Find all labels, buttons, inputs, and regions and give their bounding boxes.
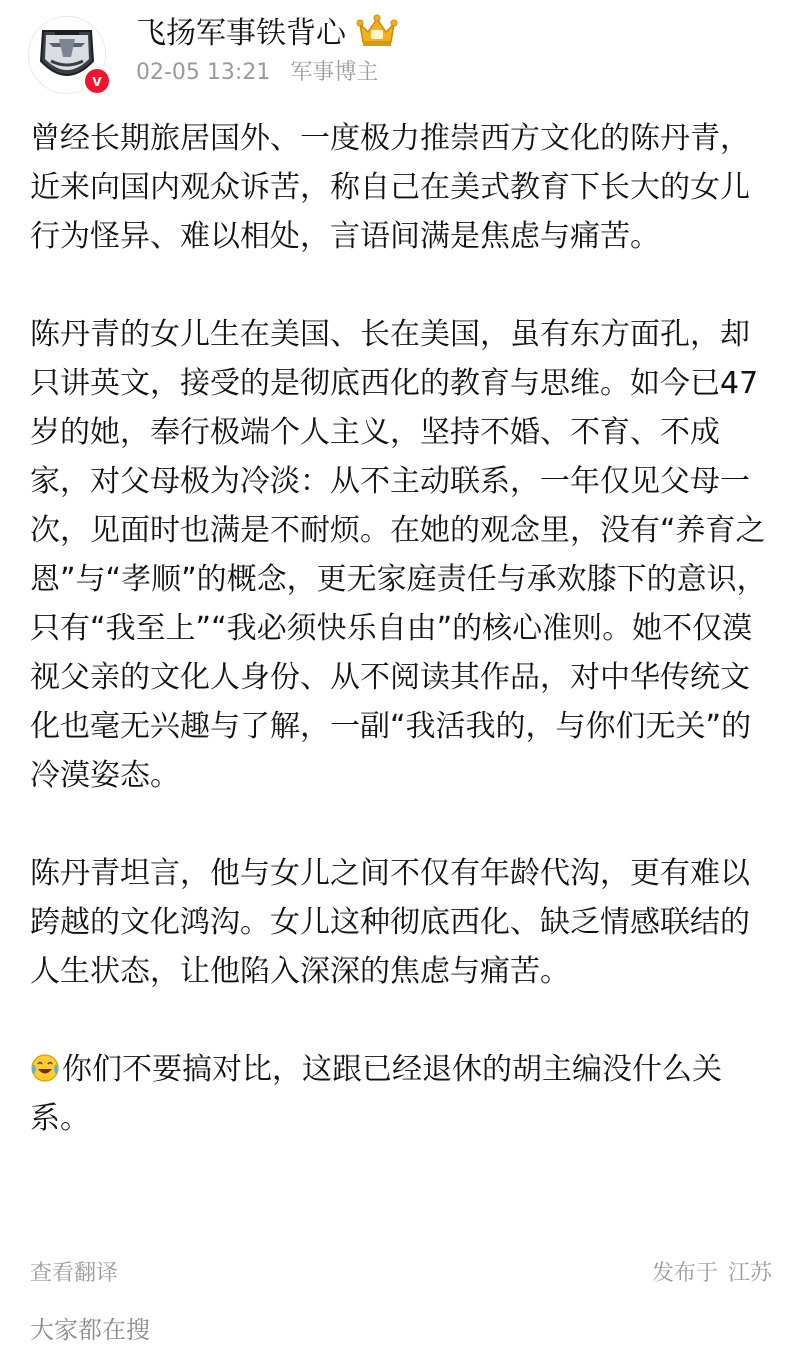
translate-button[interactable]: 查看翻译 <box>30 1261 119 1286</box>
location-prefix: 发布于 <box>651 1261 718 1286</box>
post-timestamp: 02-05 13:21 <box>136 60 271 85</box>
post-location <box>652 1256 772 1292</box>
post-paragraph: 曾经长期旅居国外、一度极力推崇西方文化的陈丹青，近来向国内观众诉苦，称自己在美式教育下长大的女儿行为怪异、难以相处，言语间满是焦虑与痛苦。 <box>30 121 750 254</box>
post-paragraph: 陈丹青坦言，他与女儿之间不仅有年龄代沟，更有难以跨越的文化鸿沟。女儿这种彻底西化、缺乏情感联结的人生状态，让他陷入深深的焦虑与痛苦。 <box>30 856 750 989</box>
laugh-cry-emoji-icon <box>30 1049 60 1079</box>
post-header <box>0 0 800 110</box>
verified-v-icon: v <box>82 66 112 96</box>
trending-search-heading: 大家都在搜 <box>30 1316 150 1344</box>
crown-icon[interactable] <box>356 14 398 48</box>
location-name: 江苏 <box>727 1261 772 1286</box>
post-paragraph: 陈丹青的女儿生在美国、长在美国，虽有东方面孔，却只讲英文，接受的是彻底西化的教育与思维。如今已47岁的她，奉行极端个人主义，坚持不婚、不育、不成家，对父母极为冷淡：从不主动联系，一年仅见父母一次，见面时也满是不耐烦。在她的观念里，没有“养育之恩”与“孝顺”的概念，更无家庭责任与承欢膝下的意识，只有“我至上”“我必须快乐自由”的核心准则。她不仅漠视父亲的文化人身份、从不阅读其作品，对中华传统文化也毫无兴趣与了解，一副“我活我的，与你们无关”的冷漠姿态。 <box>30 317 767 793</box>
author-role: 军事博主 <box>290 60 379 85</box>
post-closing-paragraph <box>30 1045 772 1143</box>
avatar[interactable] <box>28 16 112 100</box>
post-footer <box>30 1256 772 1292</box>
post-meta <box>136 58 378 88</box>
post-closing-text: 你们不要搞对比，这跟已经退休的胡主编没什么关系。 <box>30 1052 722 1136</box>
post-content <box>30 114 772 1143</box>
author-name[interactable]: 飞扬军事铁背心 <box>136 16 346 51</box>
